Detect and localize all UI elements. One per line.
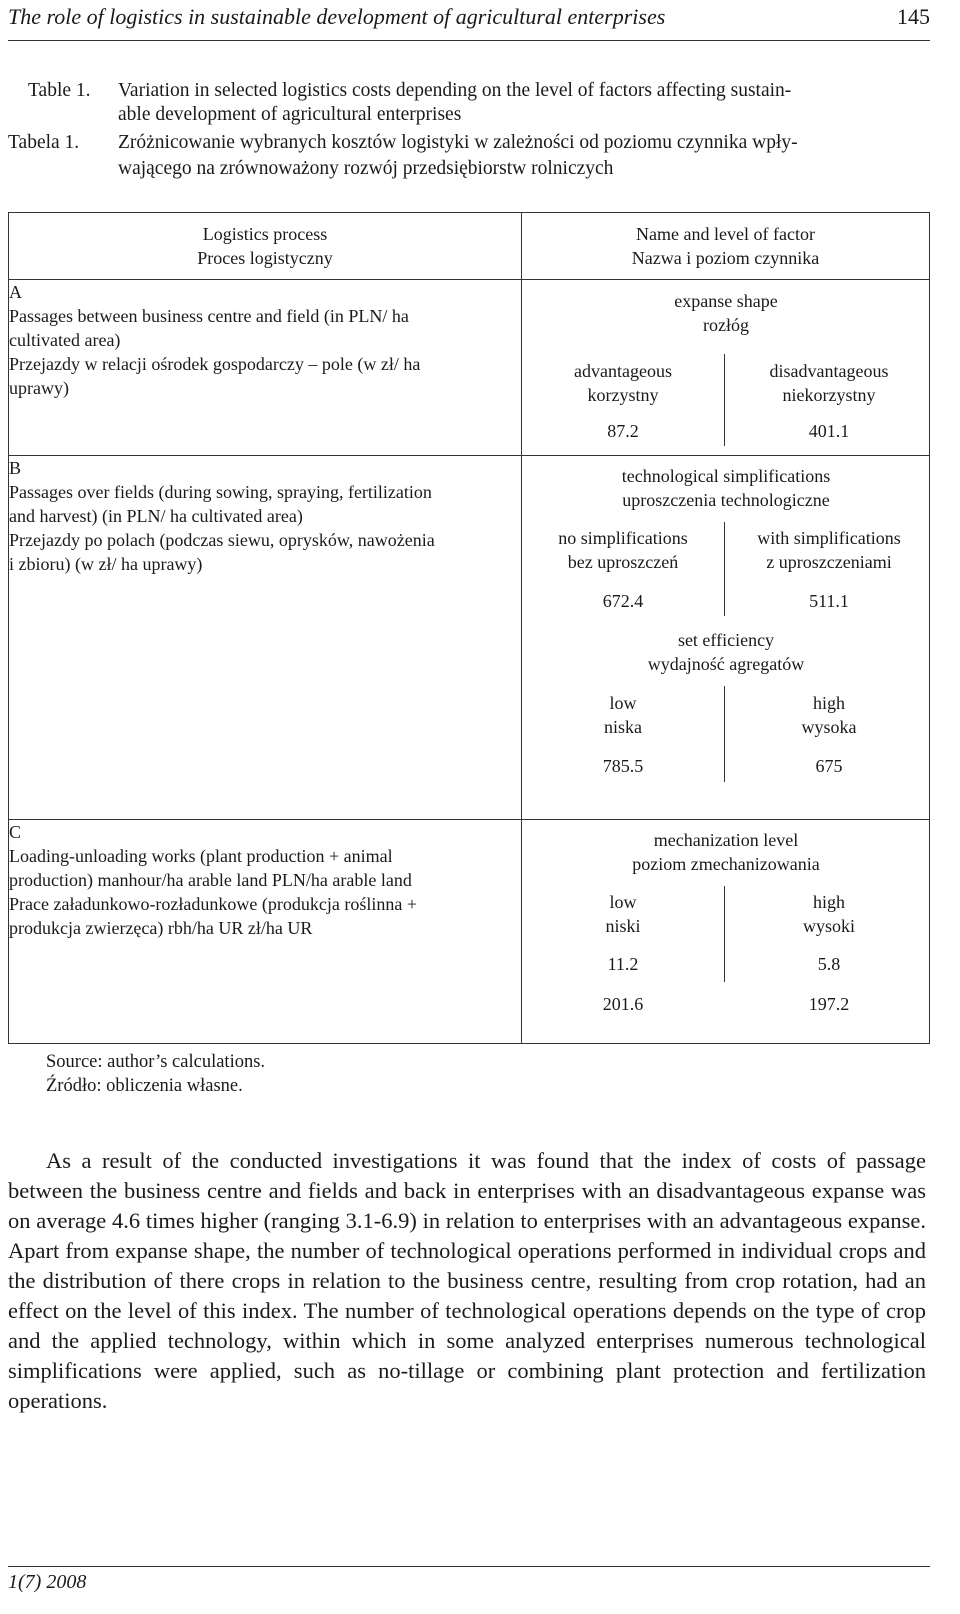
process-b-line: Passages over fields (during sowing, spraying, fertilization [9, 482, 432, 502]
process-c-line: Prace załadunkowo-rozładunkowe (produkcja roślinna + [9, 894, 418, 914]
process-a-line: uprawy) [9, 378, 69, 398]
level-en: advantageous [574, 361, 672, 381]
divider-line [724, 686, 725, 782]
factor-b1-name-en: technological simplifications [621, 466, 831, 486]
table-source [46, 1050, 265, 1098]
level-en: low [609, 693, 637, 713]
level-pl: niski [605, 916, 641, 936]
value-b2-right: 675 [815, 756, 843, 776]
factor-b1-name-pl: uproszczenia technologiczne [622, 490, 830, 510]
value-c-right-2: 197.2 [808, 994, 850, 1014]
caption-en-line2: able development of agricultural enterprises [118, 104, 462, 125]
value-c-right-1: 5.8 [817, 954, 841, 974]
running-header [8, 0, 930, 41]
process-a-line: cultivated area) [9, 330, 121, 350]
level-pl: wysoki [802, 916, 855, 936]
factor-b2-right-level [728, 691, 930, 739]
level-pl: wysoka [801, 717, 857, 737]
factor-b1-left-level [522, 526, 724, 574]
factor-b2-name [522, 628, 930, 676]
level-en: no simplifications [558, 528, 688, 548]
process-c-line: produkcja zwierzęca) rbh/ha UR zł/ha UR [9, 918, 313, 938]
header-col1-pl: Proces logistyczny [197, 248, 333, 268]
caption-pl-line2: wającego na zrównoważony rozwój przedsiębiorstw rolniczych [118, 158, 614, 179]
footer-issue: 1(7) 2008 [8, 1566, 930, 1594]
factor-a-name-pl: rozłóg [703, 315, 749, 335]
process-a [9, 280, 522, 456]
level-pl: niekorzystny [782, 385, 876, 405]
process-c-line: Loading-unloading works (plant production + animal [9, 846, 393, 866]
header-col2-pl: Nazwa i poziom czynnika [631, 248, 820, 268]
source-en: Source: author’s calculations. [46, 1052, 266, 1072]
header-col1-en: Logistics process [202, 224, 328, 244]
caption-pl-prefix: Tabela 1. [8, 132, 80, 153]
process-c-line: production) manhour/ha arable land PLN/ha arable land [9, 870, 412, 890]
factor-c-name-en: mechanization level [653, 830, 799, 850]
source-pl: Źródło: obliczenia własne. [46, 1076, 243, 1096]
level-en: high [812, 693, 845, 713]
divider-line [724, 354, 725, 446]
factor-b1-right-level [728, 526, 930, 574]
caption-pl-line1: Zróżnicowanie wybranych kosztów logistyki w zależności od poziomu czynnika wpły- [118, 132, 798, 153]
factor-a-name-en: expanse shape [674, 291, 778, 311]
header-factor [522, 213, 930, 280]
factor-b [522, 456, 930, 820]
factor-a-left-level [522, 359, 724, 407]
value-b1-right: 511.1 [809, 591, 849, 611]
factor-a-name [522, 289, 930, 337]
value-c-left-1: 11.2 [607, 954, 639, 974]
running-title: The role of logistics in sustainable development of agricultural enterprises [8, 4, 666, 29]
process-b-line: Przejazdy po polach (podczas siewu, oprysków, nawożenia [9, 530, 435, 550]
process-c-letter: C [9, 822, 22, 842]
process-c [9, 820, 522, 1044]
factor-b2-left-level [522, 691, 724, 739]
value-c-left-2: 201.6 [602, 994, 644, 1014]
header-col2-en: Name and level of factor [636, 224, 815, 244]
value-b1-left: 672.4 [602, 591, 644, 611]
caption-en-prefix: Table 1. [28, 80, 91, 101]
level-pl: z uproszczeniami [766, 552, 892, 572]
logistics-costs-table [8, 212, 930, 1044]
caption-en-line1: Variation in selected logistics costs depending on the level of factors affecting sustain- [118, 80, 792, 101]
table-row [9, 820, 930, 1044]
value-a-right: 401.1 [808, 421, 850, 441]
divider-line [724, 886, 725, 982]
factor-b2-name-en: set efficiency [677, 630, 775, 650]
process-a-line: Passages between business centre and field (in PLN/ ha [9, 306, 409, 326]
page-number: 145 [897, 4, 930, 29]
level-pl: bez uproszczeń [567, 552, 679, 572]
level-en: disadvantageous [769, 361, 889, 381]
table-row [9, 456, 930, 820]
process-b-line: and harvest) (in PLN/ ha cultivated area) [9, 506, 303, 526]
factor-c [522, 820, 930, 1044]
process-a-letter: A [9, 282, 22, 302]
factor-a [522, 280, 930, 456]
process-b-line: i zbioru) (w zł/ ha uprawy) [9, 554, 203, 574]
level-pl: korzystny [587, 385, 659, 405]
factor-c-right-level [728, 890, 930, 938]
level-en: with simplifications [757, 528, 901, 548]
divider-line [724, 522, 725, 616]
process-a-line: Przejazdy w relacji ośrodek gospodarczy – pole (w zł/ ha [9, 354, 421, 374]
header-logistics-process [9, 213, 522, 280]
process-b [9, 456, 522, 820]
process-b-letter: B [9, 458, 22, 478]
level-en: high [812, 892, 845, 912]
level-en: low [609, 892, 637, 912]
factor-c-left-level [522, 890, 724, 938]
factor-c-name [522, 828, 930, 876]
level-pl: niska [604, 717, 642, 737]
factor-b2-name-pl: wydajność agregatów [647, 654, 805, 674]
factor-b1-name [522, 464, 930, 512]
body-paragraph: As a result of the conducted investigations it was found that the index of costs of passage between the business centre and fields and back in enterprises with an disadvantageous expanse was on average 4.6 times higher (ranging 3.1-6.9) in relation to enterprises with an advantageous expanse. Apart from expanse shape, the number of technological operations performed in individual crops and the distribution of there crops in relation to the business centre, resulting from crop rotation, had an effect on the level of this index. The number of technological operations depends on the type of crop and the applied technology, within which in some analyzed enterprises numerous technological simplifications were applied, such as no-tillage or combining plant protection and fertilization operations. [8, 1148, 926, 1413]
factor-a-right-level [728, 359, 930, 407]
value-b2-left: 785.5 [602, 756, 644, 776]
value-a-left: 87.2 [607, 421, 639, 441]
table-row [9, 280, 930, 456]
factor-c-name-pl: poziom zmechanizowania [632, 854, 820, 874]
table-header-row [9, 213, 930, 280]
